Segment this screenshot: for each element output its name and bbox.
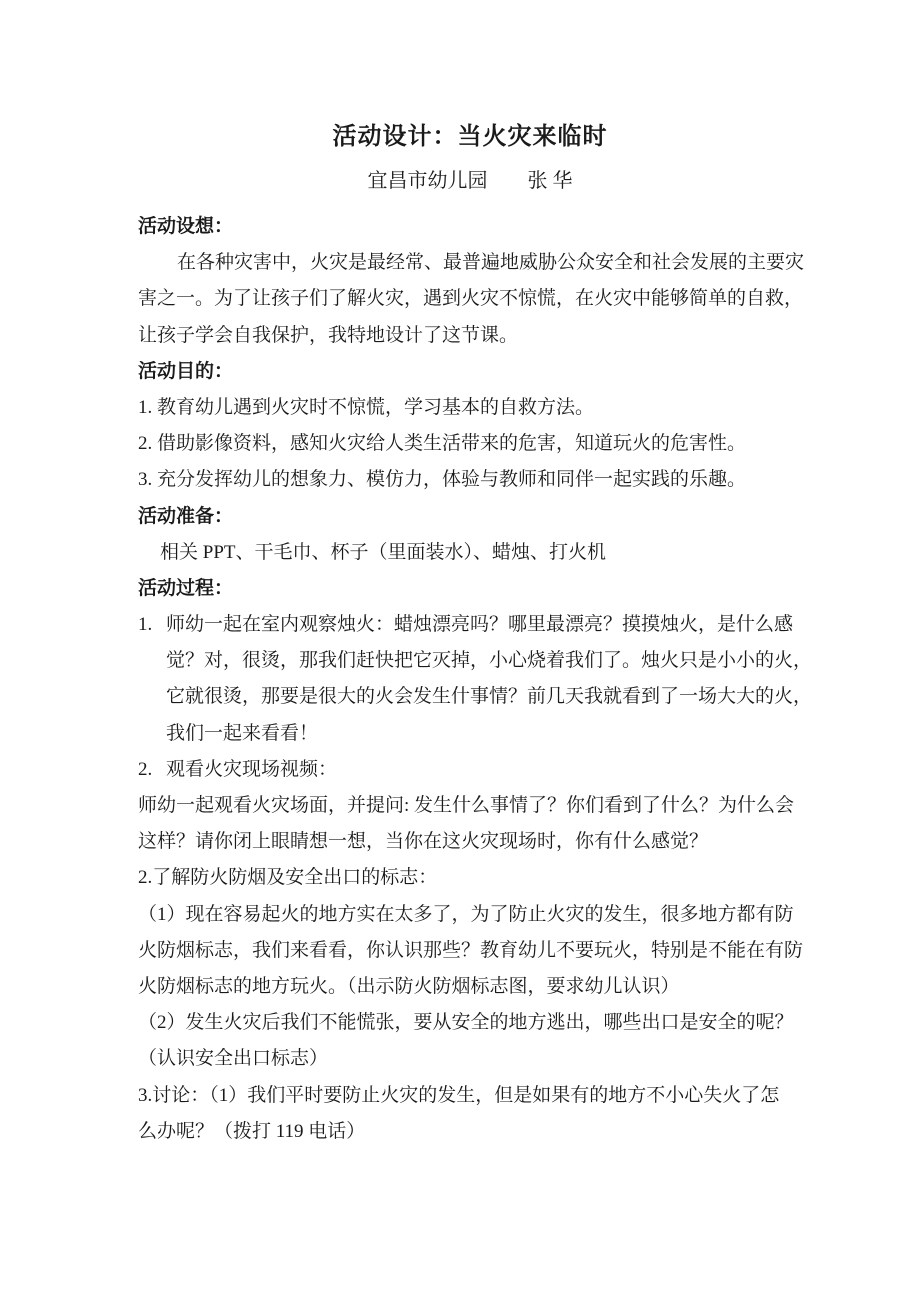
body-line: 火防烟标志，我们来看看，你认识那些？教育幼儿不要玩火，特别是不能在有防 [138,939,804,961]
list-marker: 1. [138,614,153,636]
document-title: 活动设计：当火灾来临时 [332,124,608,150]
prep-materials-line: 相关 PPT、干毛巾、杯子（里面装水）、蜡烛、打火机 [160,541,606,563]
body-line: （1）现在容易起火的地方实在太多了，为了防止火灾的发生，很多地方都有防 [138,903,794,925]
body-line: 我们一起来看看！ [166,722,319,744]
document-byline: 宜昌市幼儿园 张 华 [367,170,573,192]
section-heading-activity-goals: 活动目的： [138,360,234,382]
process-step [138,607,802,643]
process-step-text: 师幼一起在室内观察烛火：蜡烛漂亮吗？哪里最漂亮？摸摸烛火，是什么感 [166,614,794,636]
body-line: 这样？请你闭上眼睛想一想，当你在这火灾现场时，你有什么感觉？ [138,831,709,853]
body-line: 师幼一起观看火灾场面，并提问: 发生什么事情了？你们看到了什么？为什么会 [138,795,795,816]
body-line: 让孩子学会自我保护，我特地设计了这节课。 [138,324,519,346]
goal-item: 1. 教育幼儿遇到火灾时不惊慌，学习基本的自救方法。 [138,396,595,418]
body-line: （认识安全出口标志） [138,1048,329,1070]
body-line: 在各种灾害中，火灾是最经常、最普遍地威胁公众安全和社会发展的主要灾 [177,252,805,274]
list-marker: 2. [138,758,153,780]
body-line: 它就很烫，那要是很大的火会发生什事情？前几天我就看到了一场大大的火， [166,686,813,708]
document-body [138,209,813,1150]
body-line: 害之一。为了让孩子们了解火灾，遇到火灾不惊慌，在火灾中能够简单的自救， [138,288,804,310]
section-heading-activity-process: 活动过程： [138,577,234,599]
body-line: 么办呢？（拨打 119 电话） [138,1120,366,1142]
section-heading-activity-idea: 活动设想： [138,216,234,237]
body-line: 2.了解防火防烟及安全出口的标志： [138,867,438,889]
body-line: 觉？对，很烫，那我们赶快把它灭掉，小心烧着我们了。烛火只是小小的火， [166,650,813,672]
process-step-text: 观看火灾现场视频： [166,758,338,780]
body-line: （2）发生火灾后我们不能慌张，要从安全的地方逃出，哪些出口是安全的呢？ [138,1012,794,1034]
goal-item: 2. 借助影像资料，感知火灾给人类生活带来的危害，知道玩火的危害性。 [138,433,747,455]
body-line: 火防烟标志的地方玩火。（出示防火防烟标志图，要求幼儿认识） [138,975,680,997]
section-heading-activity-prep: 活动准备： [138,505,234,527]
body-line: 3.讨论：（1）我们平时要防止火灾的发生，但是如果有的地方不小心失火了怎 [138,1084,780,1106]
goal-item: 3. 充分发挥幼儿的想象力、模仿力，体验与教师和同伴一起实践的乐趣。 [138,469,747,491]
process-step [138,752,802,788]
